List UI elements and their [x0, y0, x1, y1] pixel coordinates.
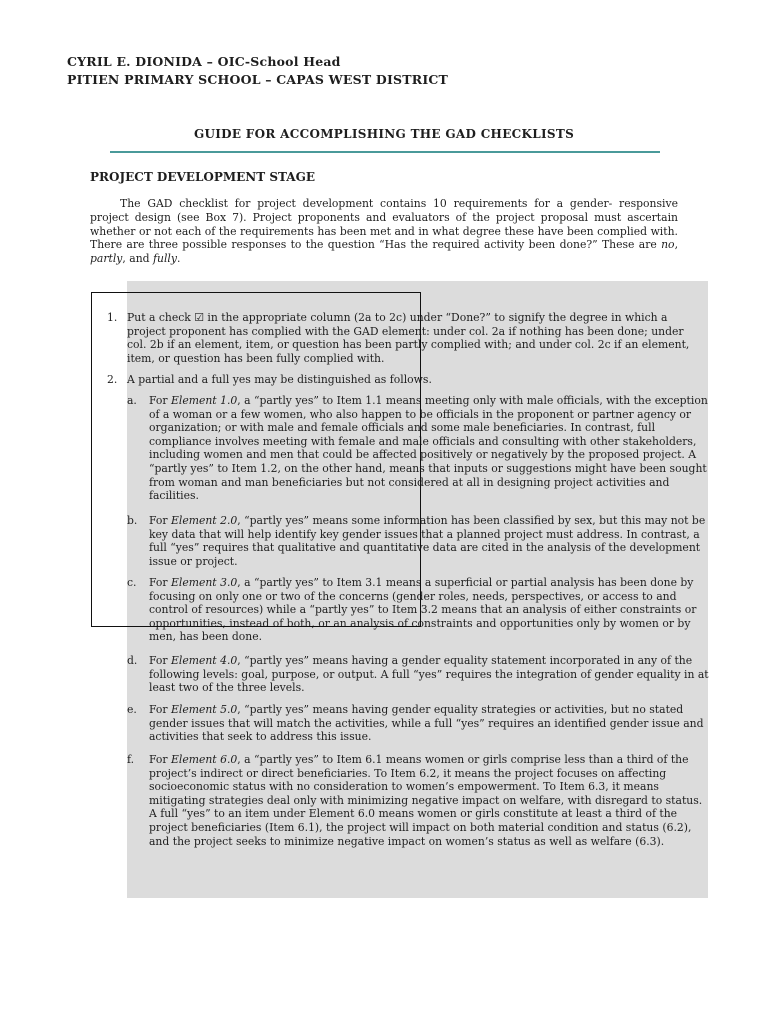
section-heading: PROJECT DEVELOPMENT STAGE: [90, 170, 316, 184]
header-author: CYRIL E. DIONIDA – OIC-School Head: [67, 54, 341, 69]
list-text: A partial and a full yes may be distinguished as follows.: [127, 373, 432, 386]
selection-rectangle: [91, 292, 421, 627]
document-title: GUIDE FOR ACCOMPLISHING THE GAD CHECKLISTS: [193, 127, 575, 141]
header-school: PITIEN PRIMARY SCHOOL – CAPAS WEST DISTRICT: [67, 72, 449, 87]
title-underline: [110, 151, 660, 153]
intro-paragraph: The GAD checklist for project development contains 10 requirements for a gender- responsive project design (see Box 7). Project proponents and evaluators of the project proposal must ascertain whether or not each of the requirements has been met and in what degree these have been complied with. There are three possible responses to the question “Has the required activity been done?” These are no, partly, and fully.: [90, 197, 678, 266]
list-number: 1.: [107, 311, 118, 324]
list-text: Put a check ☑ in the appropriate column (2a to 2c) under “Done?” to signify the degree in which a project proponent has complied with the GAD element: under col. 2a if nothing has been done; under col. 2b if an element, item, or question has been partly complied with; and under col. 2c if an element, item, or question has been fully complied with.: [127, 311, 690, 365]
list-number: 2.: [107, 373, 118, 386]
